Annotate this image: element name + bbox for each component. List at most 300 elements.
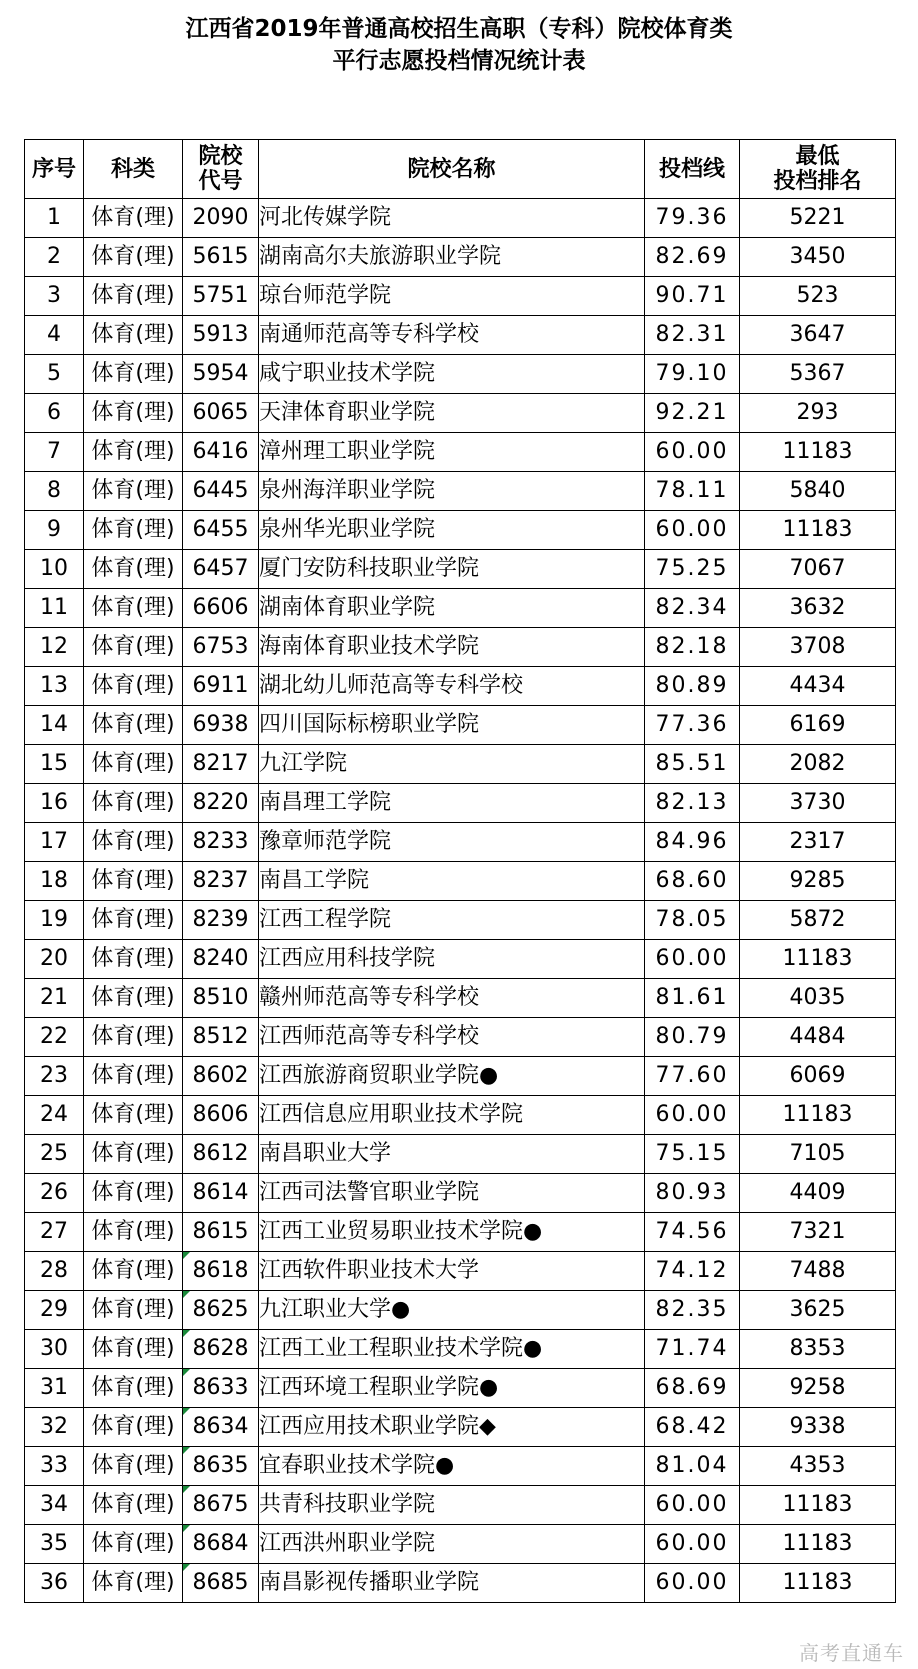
cell-no-text: 15 (40, 751, 68, 776)
cell-name-text: 南昌理工学院 (259, 790, 392, 815)
cell-no (25, 1018, 84, 1057)
cell-no-text: 32 (40, 1414, 68, 1439)
cell-name (259, 277, 645, 316)
cell-code (183, 355, 259, 394)
cell-code-text: 8240 (192, 946, 249, 971)
table-row (25, 1096, 896, 1135)
cell-name (259, 550, 645, 589)
cell-line (645, 1174, 740, 1213)
cell-line-text: 75.15 (655, 1141, 729, 1166)
cell-code (183, 394, 259, 433)
cell-code-text: 8606 (192, 1102, 249, 1127)
cell-rank (740, 394, 896, 433)
cell-no (25, 472, 84, 511)
cell-no-text: 4 (47, 322, 61, 347)
cell-name (259, 1525, 645, 1564)
cell-comment-marker-icon (183, 1408, 190, 1415)
cell-rank-text: 4434 (789, 673, 846, 698)
cell-line (645, 1525, 740, 1564)
cell-type-text: 体育(理) (91, 283, 175, 308)
cell-line (645, 1057, 740, 1096)
cell-no-text: 24 (40, 1102, 68, 1127)
table-row (25, 589, 896, 628)
cell-type (84, 1486, 183, 1525)
cell-rank (740, 511, 896, 550)
cell-line-text: 82.35 (655, 1297, 729, 1322)
cell-code-text: 8510 (192, 985, 249, 1010)
cell-code (183, 862, 259, 901)
cell-code-text: 8237 (192, 868, 249, 893)
cell-type-text: 体育(理) (91, 751, 175, 776)
cell-type (84, 1564, 183, 1603)
cell-rank-text: 2082 (789, 751, 846, 776)
cell-name-text: 河北传媒学院 (259, 205, 392, 230)
table-row (25, 979, 896, 1018)
cell-comment-marker-icon (183, 1447, 190, 1454)
cell-rank-text: 4353 (789, 1453, 846, 1478)
cell-name-text: 豫章师范学院 (259, 829, 392, 854)
cell-no (25, 940, 84, 979)
cell-rank-text: 11183 (782, 517, 853, 542)
cell-code (183, 784, 259, 823)
cell-rank-text: 7488 (789, 1258, 846, 1283)
cell-type-text: 体育(理) (91, 361, 175, 386)
cell-name (259, 979, 645, 1018)
cell-no (25, 1291, 84, 1330)
cell-no-text: 35 (40, 1531, 68, 1556)
table-row (25, 667, 896, 706)
cell-line (645, 199, 740, 238)
cell-name-text: 湖南高尔夫旅游职业学院 (259, 244, 502, 269)
cell-line (645, 1447, 740, 1486)
cell-no (25, 1369, 84, 1408)
cell-no (25, 862, 84, 901)
cell-rank-text: 3632 (789, 595, 846, 620)
cell-rank (740, 1564, 896, 1603)
cell-no-text: 33 (40, 1453, 68, 1478)
cell-name (259, 784, 645, 823)
cell-no-text: 27 (40, 1219, 68, 1244)
cell-rank (740, 823, 896, 862)
cell-rank (740, 1096, 896, 1135)
table-row (25, 940, 896, 979)
cell-no-text: 7 (47, 439, 61, 464)
cell-line-text: 68.60 (655, 868, 729, 893)
cell-no-text: 2 (47, 244, 61, 269)
cell-name (259, 745, 645, 784)
cell-no-text: 8 (47, 478, 61, 503)
cell-type-text: 体育(理) (91, 1531, 175, 1556)
cell-rank-text: 6169 (789, 712, 846, 737)
cell-line-text: 60.00 (655, 1570, 729, 1595)
table-row (25, 1486, 896, 1525)
cell-line (645, 1330, 740, 1369)
cell-name (259, 511, 645, 550)
cell-code (183, 1564, 259, 1603)
cell-rank (740, 238, 896, 277)
cell-line-text: 60.00 (655, 946, 729, 971)
cell-no-text: 11 (40, 595, 68, 620)
cell-no-text: 31 (40, 1375, 68, 1400)
cell-line-text: 80.79 (655, 1024, 729, 1049)
cell-line (645, 901, 740, 940)
cell-type-text: 体育(理) (91, 400, 175, 425)
cell-no (25, 979, 84, 1018)
cell-name (259, 901, 645, 940)
cell-code (183, 1525, 259, 1564)
cell-type (84, 1252, 183, 1291)
cell-no-text: 22 (40, 1024, 68, 1049)
table-row (25, 1018, 896, 1057)
cell-type (84, 1291, 183, 1330)
cell-name (259, 1174, 645, 1213)
cell-code (183, 823, 259, 862)
cell-line-text: 84.96 (655, 829, 729, 854)
cell-type (84, 1447, 183, 1486)
cell-type (84, 667, 183, 706)
cell-code (183, 1252, 259, 1291)
cell-no-text: 17 (40, 829, 68, 854)
cell-code-text: 8512 (192, 1024, 249, 1049)
cell-rank (740, 316, 896, 355)
cell-rank-text: 11183 (782, 1102, 853, 1127)
cell-rank (740, 472, 896, 511)
cell-type-text: 体育(理) (91, 1414, 175, 1439)
cell-no (25, 550, 84, 589)
cell-rank (740, 1018, 896, 1057)
table-row (25, 706, 896, 745)
cell-code-text: 8628 (192, 1336, 249, 1361)
cell-rank (740, 1135, 896, 1174)
cell-code (183, 550, 259, 589)
cell-code-text: 6445 (192, 478, 249, 503)
cell-no (25, 589, 84, 628)
cell-type-text: 体育(理) (91, 673, 175, 698)
cell-line (645, 1564, 740, 1603)
cell-code-text: 8239 (192, 907, 249, 932)
cell-no-text: 12 (40, 634, 68, 659)
cell-line-text: 68.42 (655, 1414, 729, 1439)
cell-name-text: 共青科技职业学院 (259, 1492, 436, 1517)
header-type: 科类 (84, 140, 183, 199)
cell-code-text: 8685 (192, 1570, 249, 1595)
cell-rank (740, 550, 896, 589)
cell-line (645, 940, 740, 979)
cell-no (25, 1330, 84, 1369)
cell-rank-text: 3450 (789, 244, 846, 269)
cell-line-text: 82.18 (655, 634, 729, 659)
table-row (25, 511, 896, 550)
cell-code (183, 511, 259, 550)
cell-rank (740, 199, 896, 238)
cell-rank (740, 862, 896, 901)
cell-type (84, 1408, 183, 1447)
cell-type-text: 体育(理) (91, 556, 175, 581)
cell-type (84, 1525, 183, 1564)
cell-line (645, 979, 740, 1018)
cell-name (259, 1018, 645, 1057)
cell-name (259, 1135, 645, 1174)
cell-code-text: 8625 (192, 1297, 249, 1322)
cell-name-text: 九江职业大学● (259, 1297, 411, 1322)
cell-no-text: 21 (40, 985, 68, 1010)
cell-type-text: 体育(理) (91, 1219, 175, 1244)
cell-rank-text: 293 (796, 400, 839, 425)
cell-line (645, 511, 740, 550)
cell-rank-text: 4484 (789, 1024, 846, 1049)
cell-code (183, 1018, 259, 1057)
cell-code-text: 8217 (192, 751, 249, 776)
cell-rank-text: 5367 (789, 361, 846, 386)
cell-rank-text: 9258 (789, 1375, 846, 1400)
table-row (25, 628, 896, 667)
table-row (25, 745, 896, 784)
cell-no (25, 823, 84, 862)
cell-rank-text: 4035 (789, 985, 846, 1010)
cell-type (84, 277, 183, 316)
cell-line-text: 60.00 (655, 1492, 729, 1517)
cell-code (183, 1447, 259, 1486)
cell-no (25, 1486, 84, 1525)
table-row (25, 1213, 896, 1252)
cell-code-text: 8614 (192, 1180, 249, 1205)
cell-rank (740, 1291, 896, 1330)
cell-name-text: 江西环境工程职业学院● (259, 1375, 499, 1400)
cell-type-text: 体育(理) (91, 790, 175, 815)
cell-line (645, 823, 740, 862)
cell-code (183, 277, 259, 316)
table-row (25, 1174, 896, 1213)
cell-code-text: 6753 (192, 634, 249, 659)
cell-name-text: 江西工业工程职业技术学院● (259, 1336, 543, 1361)
cell-line (645, 433, 740, 472)
cell-type (84, 472, 183, 511)
cell-no (25, 1447, 84, 1486)
cell-line (645, 1252, 740, 1291)
header-name: 院校名称 (259, 140, 645, 199)
table-row (25, 355, 896, 394)
cell-code-text: 8684 (192, 1531, 249, 1556)
cell-type (84, 1057, 183, 1096)
cell-rank-text: 7105 (789, 1141, 846, 1166)
cell-type (84, 394, 183, 433)
cell-rank (740, 706, 896, 745)
cell-code-text: 8615 (192, 1219, 249, 1244)
cell-rank (740, 1213, 896, 1252)
cell-comment-marker-icon (183, 1291, 190, 1298)
cell-name-text: 宜春职业技术学院● (259, 1453, 455, 1478)
cell-name-text: 赣州师范高等专科学校 (259, 985, 480, 1010)
cell-no-text: 28 (40, 1258, 68, 1283)
watermark: 高考直通车 (799, 1641, 904, 1665)
cell-name (259, 1369, 645, 1408)
cell-code-text: 8675 (192, 1492, 249, 1517)
cell-name (259, 862, 645, 901)
cell-code (183, 628, 259, 667)
cell-type-text: 体育(理) (91, 1063, 175, 1088)
cell-name-text: 咸宁职业技术学院 (259, 361, 436, 386)
cell-no (25, 433, 84, 472)
cell-code (183, 901, 259, 940)
cell-name (259, 1408, 645, 1447)
cell-name-text: 南昌职业大学 (259, 1141, 392, 1166)
cell-rank (740, 1408, 896, 1447)
cell-line-text: 78.05 (655, 907, 729, 932)
cell-name-text: 湖南体育职业学院 (259, 595, 436, 620)
cell-type-text: 体育(理) (91, 907, 175, 932)
cell-name-text: 江西应用技术职业学院◆ (259, 1414, 496, 1439)
cell-no (25, 1564, 84, 1603)
cell-line (645, 277, 740, 316)
cell-rank (740, 1525, 896, 1564)
cell-type (84, 979, 183, 1018)
cell-no-text: 34 (40, 1492, 68, 1517)
cell-line-text: 60.00 (655, 1531, 729, 1556)
cell-no (25, 667, 84, 706)
cell-rank (740, 1057, 896, 1096)
cell-name-text: 江西信息应用职业技术学院 (259, 1102, 524, 1127)
cell-no (25, 1252, 84, 1291)
cell-name-text: 海南体育职业技术学院 (259, 634, 480, 659)
cell-rank (740, 940, 896, 979)
cell-no (25, 1057, 84, 1096)
cell-no (25, 394, 84, 433)
cell-line-text: 82.13 (655, 790, 729, 815)
cell-name-text: 四川国际标榜职业学院 (259, 712, 480, 737)
cell-rank (740, 1486, 896, 1525)
cell-line-text: 81.04 (655, 1453, 729, 1478)
table-row (25, 823, 896, 862)
cell-rank (740, 277, 896, 316)
cell-line-text: 82.69 (655, 244, 729, 269)
cell-name (259, 628, 645, 667)
cell-comment-marker-icon (183, 1330, 190, 1337)
cell-rank-text: 5840 (789, 478, 846, 503)
cell-line-text: 79.10 (655, 361, 729, 386)
table-row (25, 1447, 896, 1486)
table-row (25, 433, 896, 472)
cell-type (84, 1135, 183, 1174)
cell-type (84, 628, 183, 667)
cell-type-text: 体育(理) (91, 712, 175, 737)
cell-name (259, 1096, 645, 1135)
cell-name-text: 天津体育职业学院 (259, 400, 436, 425)
table-row (25, 1369, 896, 1408)
cell-line (645, 238, 740, 277)
cell-name (259, 823, 645, 862)
cell-code (183, 316, 259, 355)
cell-type-text: 体育(理) (91, 829, 175, 854)
cell-code (183, 589, 259, 628)
cell-rank (740, 979, 896, 1018)
cell-no-text: 6 (47, 400, 61, 425)
cell-rank-text: 5872 (789, 907, 846, 932)
cell-name (259, 1291, 645, 1330)
cell-line (645, 1213, 740, 1252)
cell-no-text: 23 (40, 1063, 68, 1088)
cell-code (183, 1486, 259, 1525)
cell-type (84, 511, 183, 550)
cell-name-text: 江西应用科技学院 (259, 946, 436, 971)
cell-type (84, 589, 183, 628)
cell-comment-marker-icon (183, 1486, 190, 1493)
cell-type-text: 体育(理) (91, 439, 175, 464)
cell-rank-text: 7321 (789, 1219, 846, 1244)
cell-name (259, 589, 645, 628)
cell-code (183, 472, 259, 511)
cell-no-text: 10 (40, 556, 68, 581)
cell-no-text: 29 (40, 1297, 68, 1322)
cell-line (645, 589, 740, 628)
cell-rank-text: 3625 (789, 1297, 846, 1322)
cell-rank-text: 11183 (782, 946, 853, 971)
cell-code-text: 5751 (192, 283, 249, 308)
table-row (25, 1291, 896, 1330)
cell-rank-text: 8353 (789, 1336, 846, 1361)
cell-code-text: 5615 (192, 244, 249, 269)
cell-rank (740, 1174, 896, 1213)
cell-name (259, 940, 645, 979)
cell-name-text: 南昌影视传播职业学院 (259, 1570, 480, 1595)
cell-type (84, 1174, 183, 1213)
cell-line (645, 862, 740, 901)
cell-line-text: 80.89 (655, 673, 729, 698)
cell-line (645, 1135, 740, 1174)
header-rank-bottom: 投档排名 (773, 169, 862, 194)
cell-name (259, 706, 645, 745)
cell-rank-text: 3647 (789, 322, 846, 347)
cell-line-text: 85.51 (655, 751, 729, 776)
cell-type (84, 784, 183, 823)
cell-type (84, 199, 183, 238)
cell-type-text: 体育(理) (91, 1570, 175, 1595)
cell-line (645, 1018, 740, 1057)
cell-line-text: 60.00 (655, 1102, 729, 1127)
cell-name-text: 南昌工学院 (259, 868, 370, 893)
cell-rank-text: 5221 (789, 205, 846, 230)
cell-rank-text: 6069 (789, 1063, 846, 1088)
cell-code (183, 706, 259, 745)
cell-line-text: 82.34 (655, 595, 729, 620)
cell-line-text: 77.36 (655, 712, 729, 737)
cell-name-text: 湖北幼儿师范高等专科学校 (259, 673, 524, 698)
cell-name-text: 江西司法警官职业学院 (259, 1180, 480, 1205)
cell-rank (740, 784, 896, 823)
cell-type-text: 体育(理) (91, 1375, 175, 1400)
cell-no (25, 784, 84, 823)
cell-type-text: 体育(理) (91, 1492, 175, 1517)
cell-line (645, 667, 740, 706)
cell-line-text: 77.60 (655, 1063, 729, 1088)
cell-rank-text: 9285 (789, 868, 846, 893)
cell-type-text: 体育(理) (91, 517, 175, 542)
cell-line (645, 784, 740, 823)
cell-no-text: 19 (40, 907, 68, 932)
cell-no (25, 1096, 84, 1135)
cell-name-text: 江西工程学院 (259, 907, 392, 932)
cell-type (84, 940, 183, 979)
table-row (25, 784, 896, 823)
cell-no-text: 9 (47, 517, 61, 542)
cell-line (645, 1096, 740, 1135)
cell-line-text: 60.00 (655, 439, 729, 464)
cell-type-text: 体育(理) (91, 322, 175, 347)
cell-no (25, 277, 84, 316)
cell-type (84, 862, 183, 901)
cell-name-text: 江西师范高等专科学校 (259, 1024, 480, 1049)
cell-rank (740, 1330, 896, 1369)
table-body (25, 199, 896, 1603)
